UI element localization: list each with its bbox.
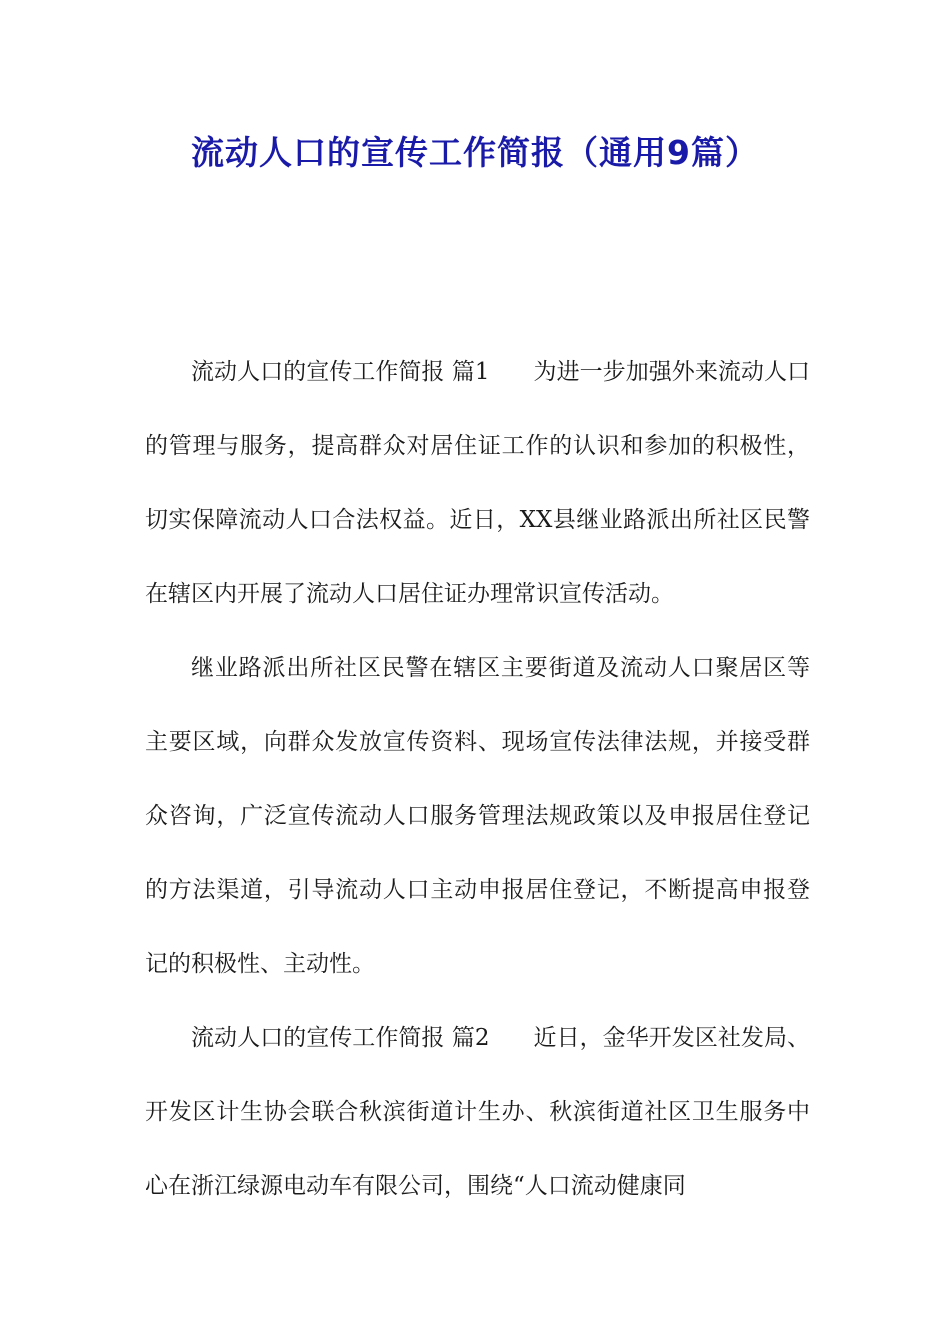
paragraph-3-text: 近日，金华开发区社发局、开发区计生协会联合秋滨街道计生办、秋滨街道社区卫生服务中心在浙江绿源电动车有限公司，围绕“人口流动健康同 — [145, 1025, 811, 1199]
paragraph-2 — [145, 631, 810, 1001]
section-heading-2: 流动人口的宣传工作简报 篇2 — [191, 1025, 490, 1051]
paragraph-1-text: 为进一步加强外来流动人口的管理与服务，提高群众对居住证工作的认识和参加的积极性，切实保障流动人口合法权益。近日，XX县继业路派出所社区民警在辖区内开展了流动人口居住证办理常识宣传活动。 — [145, 359, 811, 607]
document-body — [145, 335, 810, 1223]
paragraph-1 — [145, 335, 810, 631]
paragraph-2-text: 继业路派出所社区民警在辖区主要街道及流动人口聚居区等主要区域，向群众发放宣传资料、现场宣传法律法规，并接受群众咨询，广泛宣传流动人口服务管理法规政策以及申报居住登记的方法渠道，引导流动人口主动申报居住登记，不断提高申报登记的积极性、主动性。 — [145, 655, 810, 977]
section-heading-1: 流动人口的宣传工作简报 篇1 — [191, 359, 490, 385]
paragraph-3 — [145, 1001, 810, 1223]
document-title: 流动人口的宣传工作简报（通用9篇） — [191, 133, 759, 172]
